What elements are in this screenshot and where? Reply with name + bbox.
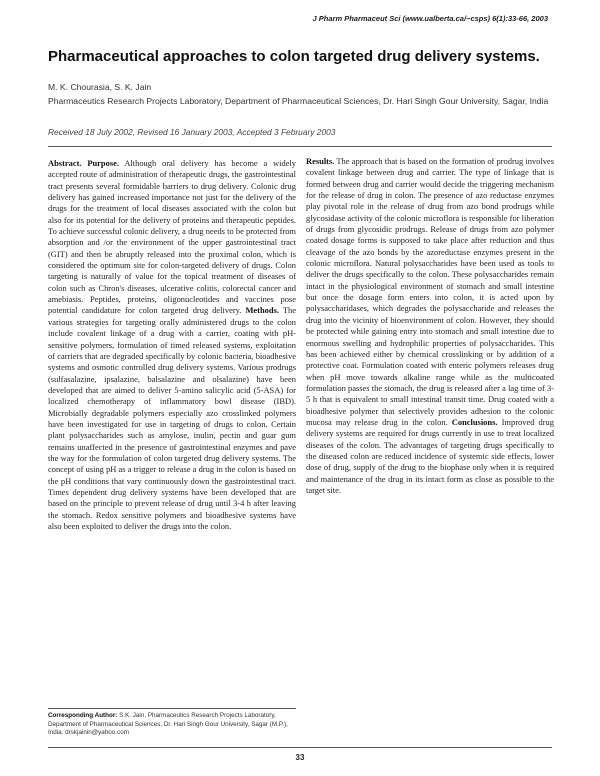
footer-divider (48, 747, 552, 748)
article-authors: M. K. Chourasia, S. K. Jain (48, 82, 152, 92)
abstract-text-left (48, 158, 296, 532)
article-title: Pharmaceutical approaches to colon targeted drug delivery systems. (48, 48, 540, 65)
methods-text: The various strategies for targeting orally administered drugs to the colon include covalent linkage of a drug with a carrier, coating with pH-sensitive polymers, formulation of timed released systems, exploitation of carriers that are degraded specifically by colonic bacteria, bioadhesive systems and osmotic controlled drug delivery systems. Various prodrugs (sulfasalazine, ipsalazine, balsalazine and olsalazine) have been developed that are aimed to deliver 5-amino salicylic acid (5-ASA) for localized chemotherapy of inflammatory bowl disease (IBD). Microbially degradable polymers especially azo crosslinked polymers have been investigated for use in targeting of drugs to colon. Certain plant polysaccharides such as amylose, inulin, pectin and guar gum remains unaffected in the presence of gastrointestinal enzymes and pave the way for the formulation of colon targeted drug delivery systems. The concept of using pH as a trigger to release a drug in the colon is based on the pH conditions that vary continuously down the gastrointestinal tract. Times dependent drug delivery systems have been developed that are based on the principle to prevent release of drug until 3-4 h after leaving the stomach. Redox sensitive polymers and bioadhesive systems have also been exploited to deliver the drugs into the colon. (48, 305, 296, 531)
purpose-label: Purpose. (87, 158, 119, 168)
methods-label: Methods. (245, 305, 279, 316)
header-divider (48, 146, 552, 147)
footnote-label: Corresponding Author: (48, 712, 118, 719)
results-text: The approach that is based on the formation of prodrug involves covalent linkage between drug and carrier. The type of linkage that is formed between drug and carrier would decide the triggering mechanism for the release of drug in colon. The presence of azo reductase enzymes play pivotal role in the release of drug from azo bond prodrugs while glycosidase activity of the colonic microflora is responsible for liberation of drugs from glycosidic prodrugs. Release of drugs from azo polymer coated dosage forms is supposed to take place after reduction and thus cleavage of the azo bonds by the azoreductase enzymes present in the colonic microflora. Natural polysaccharides have been used as tools to deliver the drugs specifically to the colon. These polysaccharides remain intact in the physiological environment of stomach and small intestine but once the dosage form enters into colon, it is acted upon by polysaccharidases, which degrades the polysaccharide and releases the drug into the vicinity of bioenvironment of colon. However, they should be protected while gaining entry into stomach and small intestine due to enormous swelling and hydrophilic properties of polysaccharides. This has been achieved either by chemical crosslinking or by addition of a protective coat. Formulation coated with enteric polymers releases drug when pH move towards alkaline range while as the multicoated formulation passes the stomach, the drug is released after a lag time of 3-5 h that is equivalent to small intestinal transit time. Drug coated with a bioadhesive polymer that selectively provides adhesion to the colonic mucosa may release drug in the colon. (306, 156, 554, 427)
footnote-divider (48, 708, 296, 709)
results-label: Results. (306, 156, 335, 166)
abstract-column-right (306, 156, 554, 716)
page-number: 33 (295, 753, 305, 762)
article-dates: Received 18 July 2002, Revised 16 January 2003, Accepted 3 February 2003 (48, 127, 336, 137)
purpose-text: Although oral delivery has become a widely accepted route of administration of therapeutic drugs, the gastrointestinal tract presents several formidable barriers to drug delivery. Colonic drug delivery has gained increased importance not just for the delivery of the drugs for the treatment of local diseases associated with the colon but also for its potential for the delivery of proteins and therapeutic peptides. To achieve successful colonic delivery, a drug needs to be protected from absorption and /or the environment of the upper gastrointestinal tract (GIT) and then be abruptly released into the proximal colon, which is considered the optimum site for colon-targeted delivery of drugs. Colon targeting is naturally of value for the topical treatment of diseases of colon such as Chron's diseases, ulcerative colitis, colorectal cancer and amebiasis. Peptides, proteins, oligonucleotides and vaccines pose potential candidature for colon targeted drug delivery. (48, 158, 296, 316)
conclusions-label: Conclusions. (451, 416, 498, 427)
abstract-column-left (48, 158, 296, 703)
footnote-text: S.K. Jain, Pharmaceutics Research Projects Laboratory, Department of Pharmaceutical Sciences, Dr. Hari Singh Gour University, Sagar (M.P.), India. drskjainin@yahoo.com (48, 712, 288, 737)
corresponding-author-footnote (48, 712, 298, 738)
author-affiliation: Pharmaceutics Research Projects Laboratory, Department of Pharmaceutical Sciences, Dr. Hari Singh Gour University, Sagar, India (48, 96, 549, 106)
journal-citation-header: J Pharm Pharmaceut Sci (www.ualberta.ca/~csps) 6(1):33-66, 2003 (312, 14, 548, 23)
abstract-text-right (306, 156, 554, 496)
abstract-label: Abstract. (48, 158, 82, 168)
conclusions-text: Improved drug delivery systems are required for drugs currently in use to treat localized diseases of the colon. The advantages of targeting drugs specifically to the diseased colon are reduced incidence of systemic side effects, lower dose of drug, supply of the drug to the biophase only when it is required and maintenance of the drug in its intact form as close as possible to the target site. (306, 416, 554, 495)
